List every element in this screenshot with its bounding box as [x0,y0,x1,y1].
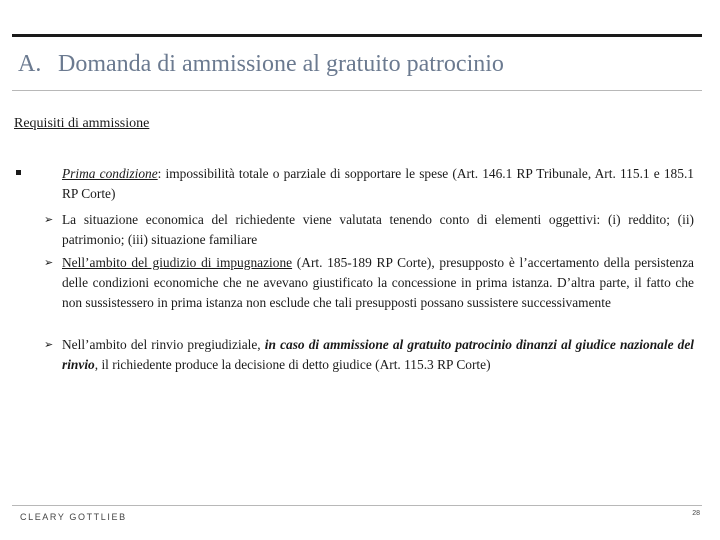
main-item-text: : impossibilità totale o parziale di sopportare le spese (Art. 146.1 RP Tribunale, Art. 115.1 e 185.1 RP Corte) [62,166,694,201]
sub-item-text: La situazione economica del richiedente viene valutata tenendo conto di elementi oggettivi: (i) reddito; (ii) patrimonio; (iii) situazione familiare [62,212,694,247]
section-heading: Requisiti di ammissione [14,116,150,131]
top-rule [12,34,702,37]
arrow-bullet-icon: ➢ [44,213,54,226]
sub-item-body: Nell’ambito del rinvio pregiudiziale, [62,337,265,352]
sub-item-body-end: , il richiedente produce la decisione di detto giudice (Art. 115.3 RP Corte) [94,357,491,372]
arrow-bullet-icon: ➢ [44,256,54,269]
arrow-bullet-icon: ➢ [44,338,54,351]
main-item-lead: Prima condizione [62,166,158,181]
page-title [18,51,504,78]
title-letter: A. [18,51,42,77]
page-number: 28 [692,510,700,517]
square-bullet-icon [14,168,22,176]
sub-item-body: (Art. 185-189 RP Corte), presupposto è l’accertamento della persistenza delle condizioni economiche che ne avevano giustificato la concessione in prima istanza. D’altra parte, il fatto che non sussistessero in prima istanza non esclude che tali presupposti possano sussistere successivamente [62,255,694,310]
main-list-item [62,164,694,204]
sub-item-text [62,335,694,375]
footer-rule [12,505,702,506]
sub-item-emphasis: in caso di ammissione al gratuito patrocinio dinanzi al giudice nazionale del rinvio [62,337,695,372]
sub-item-text [62,253,694,313]
sub-item-lead: Nell’ambito del giudizio di impugnazione [62,255,293,270]
company-logo: CLEARY GOTTLIEB [20,512,127,522]
title-text: Domanda di ammissione al gratuito patrocinio [58,51,504,77]
title-rule [12,90,702,91]
